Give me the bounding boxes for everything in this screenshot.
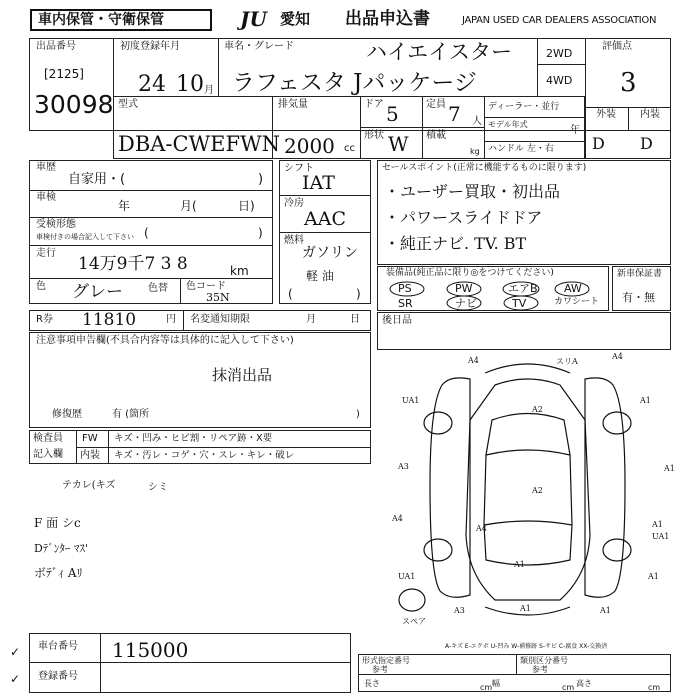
damage-label: A4 [392, 514, 403, 523]
equip-leather: カワシート [554, 297, 600, 307]
length-label: 長さ [364, 679, 380, 688]
fuel-alt: 軽 油 [306, 269, 334, 283]
fuel-paren: ( [288, 287, 293, 301]
damage-label: A4 [612, 352, 623, 361]
inspector-note-2: シミ [148, 482, 168, 493]
reg-month: 10 [176, 72, 204, 97]
year-unit: 年 [570, 125, 580, 136]
spec-label: 形式指定番号 [362, 656, 410, 665]
damage-label: スリA [556, 357, 578, 366]
damage-label: A3 [398, 462, 409, 471]
model-value: DBA-CWEFWN [118, 132, 281, 156]
load-label: 積載 [426, 130, 446, 141]
mileage-value: 14万9千7 3 8 [78, 254, 188, 274]
inspector-note-4: Dﾃﾞﾝﾀｰ ﾏｽ' [34, 542, 88, 555]
equip-airbag: エアB [508, 282, 538, 295]
ac-label: 冷房 [284, 198, 304, 209]
check-mark: ✓ [10, 672, 21, 686]
exterior-score: D [592, 134, 605, 153]
car-damage-diagram [380, 345, 675, 630]
width-unit: cm [562, 683, 575, 692]
form-title: 出品申込書 [345, 9, 430, 29]
car-name: ハイエイスター [366, 40, 512, 64]
equip-sr: SR [398, 297, 413, 310]
ju-logo: JU [240, 7, 267, 31]
interior-label: 内装 [640, 109, 660, 120]
spec-ref: 参考 [372, 665, 388, 674]
equip-aw: AW [564, 282, 582, 295]
inspector-note-1: テカレ(キズ [62, 480, 116, 491]
damage-label: A4 [476, 524, 487, 533]
damage-label: A2 [532, 405, 543, 414]
warranty-value: 有・無 [622, 291, 655, 304]
history-close: ) [258, 172, 264, 187]
recycle-label: R券 [36, 314, 53, 325]
height-label: 高さ [576, 679, 592, 688]
load-unit: kg [470, 147, 480, 156]
drive-4wd: 4WD [546, 74, 573, 87]
after-items-label: 後日品 [382, 315, 412, 326]
equip-navi: ナビ [455, 297, 477, 310]
accept-note: 車検付きの場合記入して下さい [36, 233, 134, 241]
warranty-label: 新車保証書 [617, 269, 663, 279]
recycle-unit: 円 [166, 314, 176, 325]
interior-items-label: 内装 [80, 450, 100, 461]
selling-point-3: ・純正ナビ. TV. BT [384, 234, 527, 253]
damage-label: A2 [532, 486, 543, 495]
seats-unit: 人 [472, 116, 482, 127]
car-grade: ラフェスタ Jパッケージ [232, 70, 477, 96]
length-unit: cm [480, 683, 493, 692]
accept-close: ) [258, 226, 263, 240]
shape-label: 形状 [364, 130, 384, 141]
damage-label: A1 [514, 560, 525, 569]
inspector-label: 検査員 [33, 433, 63, 444]
fw-label: FW [82, 433, 98, 444]
reg-month-unit: 月 [204, 85, 214, 96]
selling-point-2: ・パワースライドドア [384, 208, 543, 227]
equip-tv: TV [512, 297, 527, 310]
interior-items: キズ・汚レ・コゲ・穴・スレ・キレ・破レ [114, 450, 295, 461]
score-value: 3 [620, 68, 637, 98]
fuel-value: ガソリン [302, 245, 358, 261]
inspection-label: 車検 [36, 192, 56, 203]
shape-value: W [388, 132, 409, 156]
notes-label: 注意事項申告欄(不具合内容等は具体的に記入して下さい) [36, 335, 294, 346]
model-label: 型式 [118, 99, 138, 110]
drive-2wd: 2WD [546, 47, 573, 60]
color-code-label: 色コード [186, 281, 226, 292]
chassis-value: 115000 [112, 638, 189, 662]
car-name-label: 車名・グレード [224, 41, 294, 52]
spare-label: スペア [402, 617, 426, 626]
color-label: 色 [36, 281, 46, 292]
seats-value: 7 [448, 102, 461, 126]
damage-label: UA1 [652, 532, 670, 541]
displacement-unit: cc [344, 143, 355, 154]
selling-points-label: セールスポイント(正常に機能するものに限ります) [382, 163, 587, 173]
association-name: JAPAN USED CAR DEALERS ASSOCIATION [462, 15, 657, 26]
damage-label: A1 [600, 606, 611, 615]
lot-number: 30098 [34, 90, 114, 119]
equipment-label: 装備品(純正品に限り◎をつけてください) [386, 268, 554, 278]
reg-year: 24 [138, 72, 166, 97]
chassis-label: 車台番号 [38, 641, 78, 652]
damage-label: UA1 [398, 572, 416, 581]
inspector-note-3: F 面 シc [34, 516, 81, 530]
tax-day: 日 [350, 314, 360, 325]
repair-value: 有 (箇所 [112, 409, 150, 420]
displacement-value: 2000 [284, 134, 335, 158]
score-label: 評価点 [602, 41, 632, 52]
height-unit: cm [648, 683, 661, 692]
damage-label: A4 [468, 356, 479, 365]
accept-label: 受検形態 [36, 219, 76, 230]
interior-score: D [640, 134, 653, 153]
ac-value: AAC [304, 208, 346, 230]
repair-close: ) [356, 409, 360, 420]
class-label: 類別区分番号 [520, 656, 568, 665]
repair-label: 修復歴 [52, 409, 82, 420]
width-label: 幅 [492, 679, 500, 688]
damage-label: A1 [664, 464, 675, 473]
damage-label: A1 [648, 572, 659, 581]
damage-label: A1 [520, 604, 531, 613]
shift-value: IAT [302, 172, 335, 194]
accept-paren: ( [144, 226, 149, 240]
inspection-day: 日) [238, 199, 255, 213]
damage-label: A3 [454, 606, 465, 615]
tax-deadline-label: 名変通知期限 [190, 314, 250, 325]
shift-label: シフト [284, 163, 314, 174]
damage-label: UA1 [402, 396, 420, 405]
doors-label: ドア [364, 99, 384, 110]
exterior-label: 外装 [596, 109, 616, 120]
damage-label: A1 [640, 396, 651, 405]
mileage-label: 走行 [36, 248, 56, 259]
reg-number-label: 登録番号 [38, 671, 78, 682]
recycle-value: 11810 [82, 310, 137, 330]
color-change-label: 色替 [148, 283, 168, 294]
handle-label: ハンドル 左・右 [488, 144, 554, 154]
color-code-value: 35N [206, 291, 230, 304]
doors-value: 5 [386, 102, 399, 126]
fuel-label: 燃料 [284, 235, 304, 246]
logo-prefecture: 愛知 [280, 10, 311, 28]
dealer-label: ディーラー・並行 [488, 102, 560, 112]
equipment-circles [377, 266, 609, 311]
class-ref: 参考 [532, 665, 548, 674]
notes-text: 抹消出品 [212, 366, 273, 384]
color-value: グレー [72, 282, 123, 302]
selling-point-1: ・ユーザー買取・初出品 [384, 182, 561, 201]
seats-label: 定員 [426, 99, 446, 110]
damage-legend: A-キズ E-エクボ U-凹み W-補修跡 S-サビ C-腐食 XX-交換済 [445, 643, 608, 650]
lot-sub: [2125] [44, 67, 84, 81]
reg-label: 初度登録年月 [120, 41, 180, 52]
equip-ps: PS [398, 282, 412, 295]
fuel-close: ) [356, 287, 361, 301]
damage-label: A1 [652, 520, 663, 529]
storage-badge-text: 車内保管・守衛保管 [38, 12, 164, 28]
displacement-label: 排気量 [278, 99, 308, 110]
inspection-year: 年 [118, 199, 131, 213]
history-value: 自家用・( [68, 172, 126, 187]
inspector-note-5: ボﾃﾞｨ Aﾘ [34, 566, 83, 580]
model-year-label: モデル年式 [488, 120, 528, 129]
fw-items: キズ・凹み・ヒビ割・リペア跡・X要 [114, 433, 273, 444]
lot-label: 出品番号 [36, 41, 76, 52]
inspection-month: 月( [180, 199, 197, 213]
check-mark: ✓ [10, 645, 21, 659]
history-label: 車歴 [36, 162, 56, 173]
tax-month: 月 [306, 314, 316, 325]
inspector-label-2: 記入欄 [33, 449, 63, 460]
mileage-unit: km [230, 264, 249, 278]
equip-pw: PW [455, 282, 473, 295]
